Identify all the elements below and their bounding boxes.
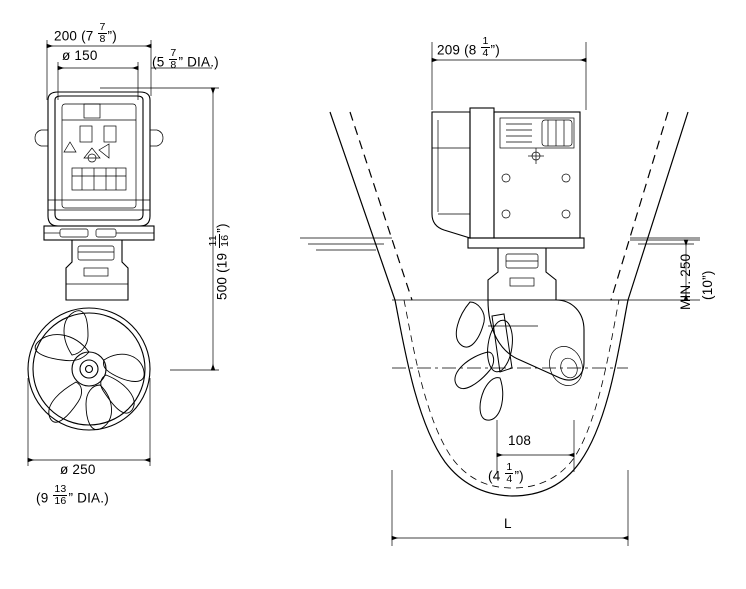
dim-front-height: 500 (19 11 16 ”) bbox=[207, 223, 231, 300]
dim-min-depth-imperial: (10”) bbox=[700, 270, 715, 300]
dim-min-depth-metric: MIN. 250 bbox=[678, 253, 693, 310]
dim-side-top-width: 209 (8 $\frac{1}{4}$ ”) bbox=[437, 35, 500, 59]
dim-tunnel-centre-metric: 108 bbox=[508, 433, 532, 448]
dim-tunnel-diameter-metric: ø 150 bbox=[62, 48, 98, 63]
dim-front-top-width: 200 (7 $\frac{7}{8}$ ”) bbox=[54, 21, 117, 45]
dim-tunnel-centre-imperial: (4 $\frac{1}{4}$ ”) bbox=[488, 461, 524, 485]
dim-prop-diameter-metric: ø 250 bbox=[60, 462, 96, 477]
dim-tunnel-diameter-imperial: (5 $\frac{7}{8}$ ” DIA.) bbox=[152, 47, 219, 71]
dim-prop-diameter-imperial: (9 $\frac{13}{16}$ ” DIA.) bbox=[36, 483, 109, 507]
dim-hull-length: L bbox=[504, 516, 512, 531]
